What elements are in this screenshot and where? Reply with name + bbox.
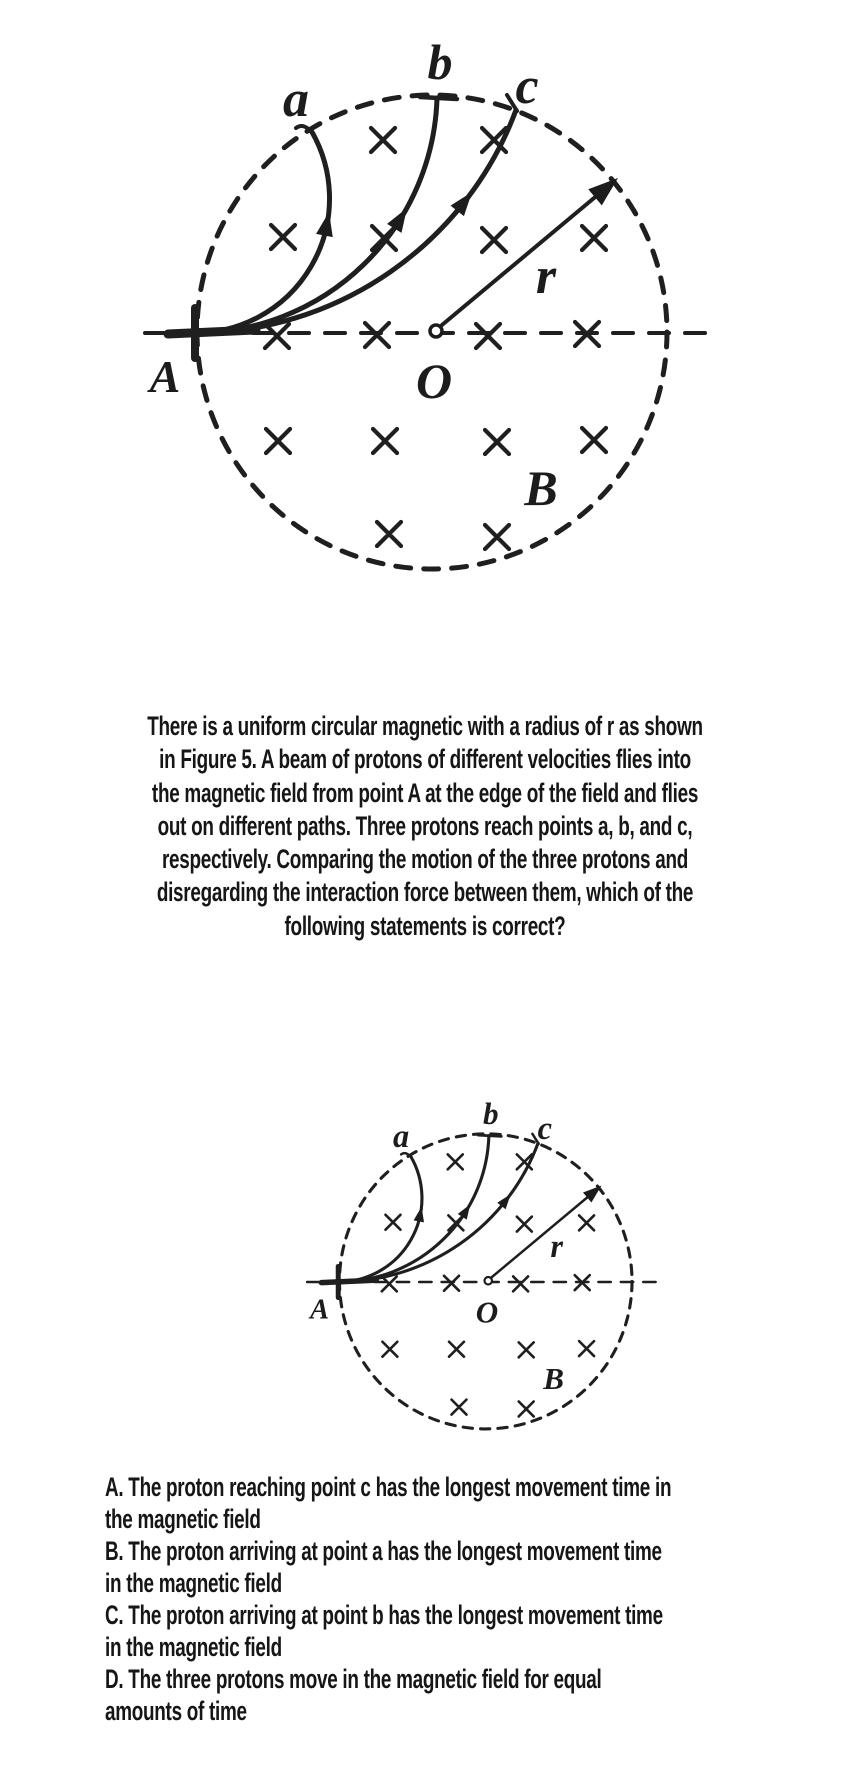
label-exit-c: c — [515, 58, 539, 115]
field-diagram-small — [304, 1092, 665, 1439]
label-exit-a: a — [283, 71, 309, 128]
label-entry-A: A — [149, 351, 181, 402]
question-line: following statements is correct? — [284, 910, 566, 941]
magnetic-field-figure — [145, 34, 710, 569]
option-d-line-2: amounts of time — [105, 1696, 247, 1726]
magnetic-field-figure-copy — [307, 1096, 659, 1429]
exit-tick-b — [420, 97, 457, 99]
question-line: There is a uniform circular magnetic with a radius of r as shown — [147, 711, 703, 741]
field-diagram-large — [140, 28, 720, 585]
option-a-line-2: the magnetic field — [105, 1504, 261, 1534]
label-radius-r: r — [535, 248, 557, 305]
label-exit-b: b — [427, 34, 453, 90]
question-line: out on different paths. Three protons reach points a, b, and c, — [157, 810, 693, 841]
option-c-line-2: in the magnetic field — [105, 1632, 282, 1662]
option-c-line-1: C. The proton arriving at point b has the longest movement time — [105, 1600, 663, 1630]
answer-options — [105, 1471, 805, 1727]
label-field-B: B — [524, 460, 558, 516]
center-point-marker — [430, 325, 442, 337]
option-b-line-2: in the magnetic field — [105, 1568, 282, 1598]
entry-point-marker — [168, 330, 256, 334]
question-text — [128, 710, 723, 943]
question-line: the magnetic field from point A at the edge of the field and flies — [151, 777, 699, 808]
question-line: in Figure 5. A beam of protons of different velocities flies into — [159, 744, 691, 775]
option-b-line-1: B. The proton arriving at point a has the longest movement time — [105, 1536, 662, 1566]
label-center-O: O — [415, 353, 453, 409]
option-d-line-1: D. The three protons move in the magnetic field for equal — [105, 1664, 602, 1694]
question-line: disregarding the interaction force between them, which of the — [156, 877, 694, 908]
question-line: respectively. Comparing the motion of the three protons and — [161, 844, 689, 875]
proton-path-c — [195, 110, 516, 333]
option-a-line-1: A. The proton reaching point c has the longest movement time in — [105, 1472, 672, 1502]
